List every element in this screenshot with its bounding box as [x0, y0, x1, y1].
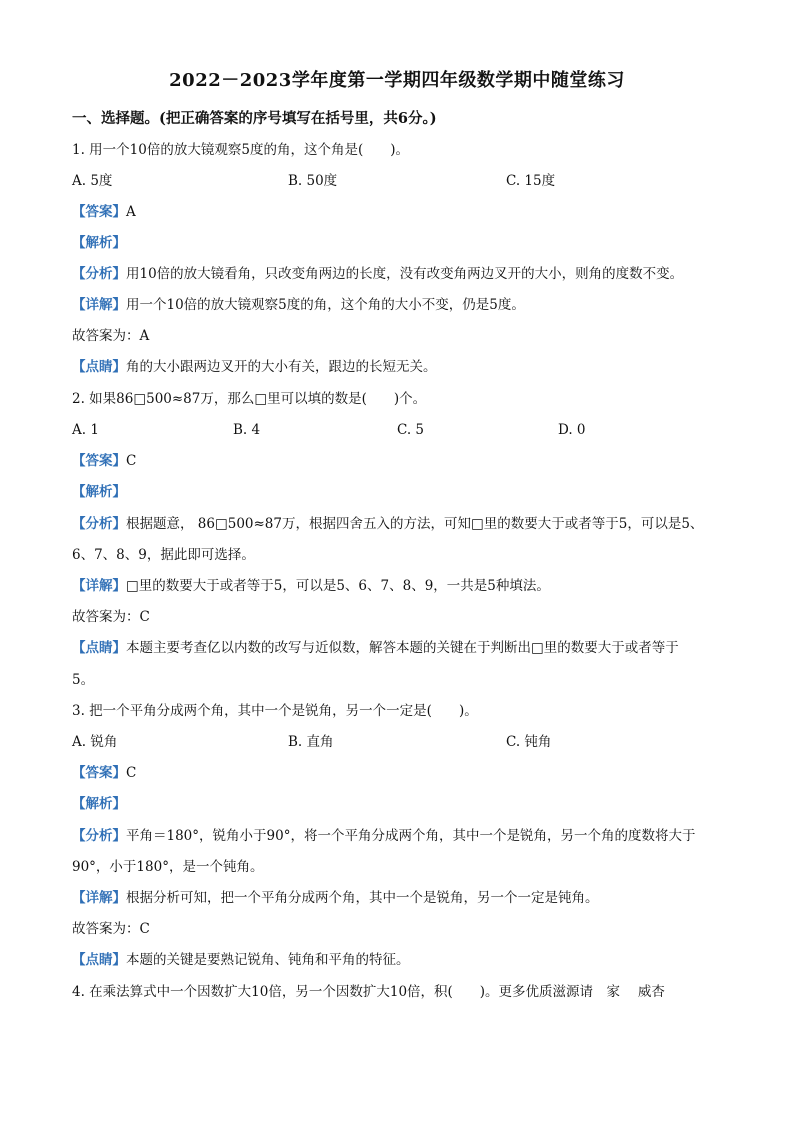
q3-analysis	[72, 794, 126, 814]
q3-fenxi-text-1: 平角＝180°，锐角小于90°，将一个平角分成两个角，其中一个是锐角，另一个角的度数将大于	[126, 828, 696, 844]
q2-conclusion: 故答案为：C	[72, 609, 150, 625]
q2-dianjing-continued: 5。	[72, 672, 95, 688]
q2-fenxi	[72, 514, 703, 534]
q2-xiangjie-text: □里的数要大于或者等于5，可以是5、6、7、8、9，一共是5种填法。	[126, 578, 550, 594]
q3-fenxi-continued: 90°，小于180°，是一个钝角。	[72, 859, 264, 875]
q3-answer	[72, 763, 136, 783]
question-4-stem: 4. 在乘法算式中一个因数扩大10倍，另一个因数扩大10倍，积( )。更多优质滋源请 家 威杏	[72, 984, 665, 1000]
q1-answer	[72, 202, 136, 222]
q2-option-a: A. 1	[72, 422, 99, 438]
q3-dianjing-text: 本题的关键是要熟记锐角、钝角和平角的特征。	[126, 952, 410, 968]
q1-xiangjie	[72, 295, 525, 315]
q2-dianjing	[72, 638, 679, 658]
q3-answer-value: C	[126, 765, 137, 781]
q2-fenxi-text-1: 根据题意， 86□500≈87万，根据四舍五入的方法，可知□里的数要大于或者等于5，可以是5、	[126, 516, 704, 532]
q2-fenxi-continued: 6、7、8、9，据此即可选择。	[72, 547, 255, 563]
q2-answer-value: C	[126, 453, 137, 469]
q1-analysis	[72, 233, 126, 253]
fenxi-label: 【分析】	[72, 266, 126, 282]
q2-dianjing-text-1: 本题主要考查亿以内数的改写与近似数，解答本题的关键在于判断出□里的数要大于或者等于	[126, 640, 679, 656]
q2-option-d: D. 0	[558, 422, 586, 438]
q2-option-c: C. 5	[397, 422, 425, 438]
page-title: 2022－2023学年度第一学期四年级数学期中随堂练习	[169, 70, 625, 91]
q3-xiangjie-text: 根据分析可知，把一个平角分成两个角，其中一个是锐角，另一个一定是钝角。	[126, 890, 599, 906]
q1-option-c: C. 15度	[506, 173, 556, 189]
q1-option-a: A. 5度	[72, 173, 113, 189]
analysis-label: 【解析】	[72, 235, 126, 251]
q3-conclusion: 故答案为：C	[72, 921, 150, 937]
q1-option-b: B. 50度	[288, 173, 338, 189]
question-1-stem: 1. 用一个10倍的放大镜观察5度的角，这个角是( )。	[72, 142, 409, 158]
q2-xiangjie	[72, 576, 550, 596]
analysis-label: 【解析】	[72, 484, 126, 500]
q2-option-b: B. 4	[233, 422, 261, 438]
dianjing-label: 【点睛】	[72, 640, 126, 656]
answer-label: 【答案】	[72, 453, 126, 469]
dianjing-label: 【点睛】	[72, 359, 126, 375]
q1-dianjing-text: 角的大小跟两边叉开的大小有关，跟边的长短无关。	[126, 359, 437, 375]
question-2-stem: 2. 如果86□500≈87万，那么□里可以填的数是( )个。	[72, 391, 427, 407]
q3-dianjing	[72, 950, 410, 970]
q2-analysis	[72, 482, 126, 502]
xiangjie-label: 【详解】	[72, 297, 126, 313]
xiangjie-label: 【详解】	[72, 578, 126, 594]
question-3-stem: 3. 把一个平角分成两个角，其中一个是锐角，另一个一定是( )。	[72, 703, 478, 719]
dianjing-label: 【点睛】	[72, 952, 126, 968]
q1-fenxi	[72, 264, 683, 284]
q1-fenxi-text: 用10倍的放大镜看角，只改变角两边的长度，没有改变角两边叉开的大小，则角的度数不变。	[126, 266, 684, 282]
answer-label: 【答案】	[72, 765, 126, 781]
xiangjie-label: 【详解】	[72, 890, 126, 906]
q1-answer-value: A	[126, 204, 136, 220]
q1-xiangjie-text: 用一个10倍的放大镜观察5度的角，这个角的大小不变，仍是5度。	[126, 297, 525, 313]
q1-conclusion: 故答案为：A	[72, 328, 150, 344]
q3-xiangjie	[72, 888, 599, 908]
answer-label: 【答案】	[72, 204, 126, 220]
q1-dianjing	[72, 357, 437, 377]
q3-option-c: C. 钝角	[506, 734, 552, 750]
q3-option-a: A. 锐角	[72, 734, 118, 750]
fenxi-label: 【分析】	[72, 828, 126, 844]
section-heading-choice: 一、选择题。(把正确答案的序号填写在括号里，共6分。)	[72, 110, 437, 127]
q2-answer	[72, 451, 136, 471]
q3-fenxi	[72, 826, 695, 846]
fenxi-label: 【分析】	[72, 516, 126, 532]
q3-option-b: B. 直角	[288, 734, 334, 750]
analysis-label: 【解析】	[72, 796, 126, 812]
